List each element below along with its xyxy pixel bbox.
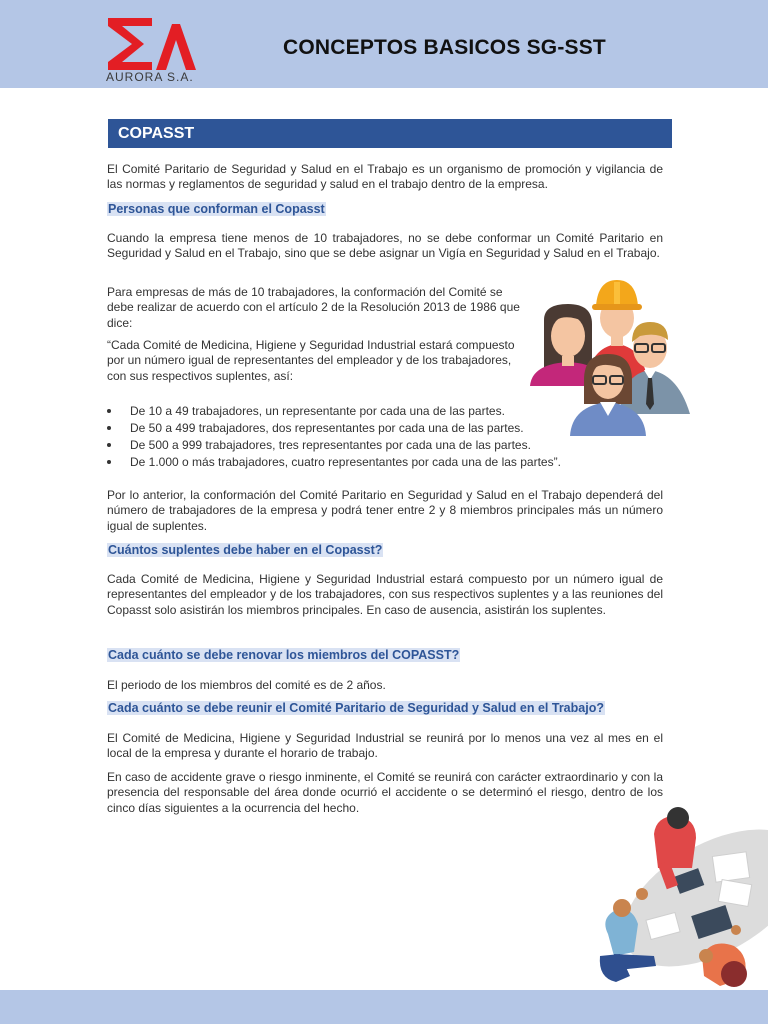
page-title: CONCEPTOS BASICOS SG-SST bbox=[283, 36, 606, 59]
paragraph-reunion-mensual: El Comité de Medicina, Higiene y Seguridad Industrial se reunirá por lo menos una vez al mes en el local de la empresa y durante el horario de trabajo. bbox=[107, 731, 663, 761]
heading-suplentes bbox=[107, 543, 383, 557]
meeting-table-illustration bbox=[594, 806, 768, 1002]
heading-personas bbox=[107, 202, 326, 216]
section-title-bar: COPASST bbox=[108, 119, 672, 148]
list-item-text: De 500 a 999 trabajadores, tres representantes por cada una de las partes. bbox=[130, 438, 531, 452]
heading-personas-text: Personas que conforman el Copasst bbox=[108, 202, 325, 216]
list-item bbox=[107, 420, 561, 437]
list-item-text: De 10 a 49 trabajadores, un representante por cada una de las partes. bbox=[130, 404, 505, 418]
list-item bbox=[107, 454, 561, 471]
workers-group-illustration bbox=[528, 276, 692, 436]
paragraph-cita: “Cada Comité de Medicina, Higiene y Seguridad Industrial estará compuesto por un número igual de representantes del empleador y de los trabajadores, con sus respectivos suplentes, así: bbox=[107, 338, 515, 383]
paragraph-accidente: En caso de accidente grave o riesgo inminente, el Comité se reunirá con carácter extraordinario y con la presencia del responsable del área donde ocurrió el accidente o se determinó el riesgo, dentro de los cinco días siguientes a la ocurrencia del hecho. bbox=[107, 770, 663, 815]
heading-suplentes-text: Cuántos suplentes debe haber en el Copasst? bbox=[108, 543, 383, 557]
list-item bbox=[107, 403, 561, 420]
footer-band bbox=[0, 990, 768, 1024]
heading-renovar-text: Cada cuánto se debe renovar los miembros del COPASST? bbox=[108, 648, 460, 662]
list-item-text: De 50 a 499 trabajadores, dos representantes por cada una de las partes. bbox=[130, 421, 524, 435]
bullet-dot bbox=[107, 426, 111, 430]
bullet-dot bbox=[107, 409, 111, 413]
list-item-text: De 1.000 o más trabajadores, cuatro representantes por cada una de las partes”. bbox=[130, 455, 561, 469]
paragraph-menos-10: Cuando la empresa tiene menos de 10 trabajadores, no se debe conformar un Comité Paritario en Seguridad y Salud en el Trabajo, sino que se debe asignar un Vigía en Seguridad y Salud en el Trabajo. bbox=[107, 231, 663, 261]
bullet-dot bbox=[107, 460, 111, 464]
paragraph-periodo: El periodo de los miembros del comité es de 2 años. bbox=[107, 678, 386, 692]
bullet-list bbox=[107, 403, 561, 471]
intro-paragraph: El Comité Paritario de Seguridad y Salud en el Trabajo es un organismo de promoción y vigilancia de las normas y reglamentos de seguridad y salud en el trabajo dentro de la empresa. bbox=[107, 162, 663, 192]
paragraph-suplentes: Cada Comité de Medicina, Higiene y Seguridad Industrial estará compuesto por un número igual de representantes del empleador y de los trabajadores, con sus respectivos suplentes y a las reuniones del Copasst solo asistirán los miembros principales. En caso de ausencia, asistirán los suplentes. bbox=[107, 572, 663, 617]
logo-text: AURORA S.A. bbox=[106, 70, 194, 84]
heading-reunir bbox=[107, 701, 605, 715]
heading-reunir-text: Cada cuánto se debe reunir el Comité Paritario de Seguridad y Salud en el Trabajo? bbox=[108, 701, 604, 715]
bullet-dot bbox=[107, 443, 111, 447]
paragraph-mas-10: Para empresas de más de 10 trabajadores, la conformación del Comité se debe realizar de acuerdo con el artículo 2 de la Resolución 2013 de 1986 que dice: bbox=[107, 285, 520, 330]
heading-renovar bbox=[107, 648, 460, 662]
list-item bbox=[107, 437, 561, 454]
paragraph-por-lo-anterior: Por lo anterior, la conformación del Comité Paritario en Seguridad y Salud en el Trabajo dependerá del número de trabajadores de la empresa y podrá tener entre 2 y 8 miembros principales más un número igual de suplentes. bbox=[107, 488, 663, 533]
